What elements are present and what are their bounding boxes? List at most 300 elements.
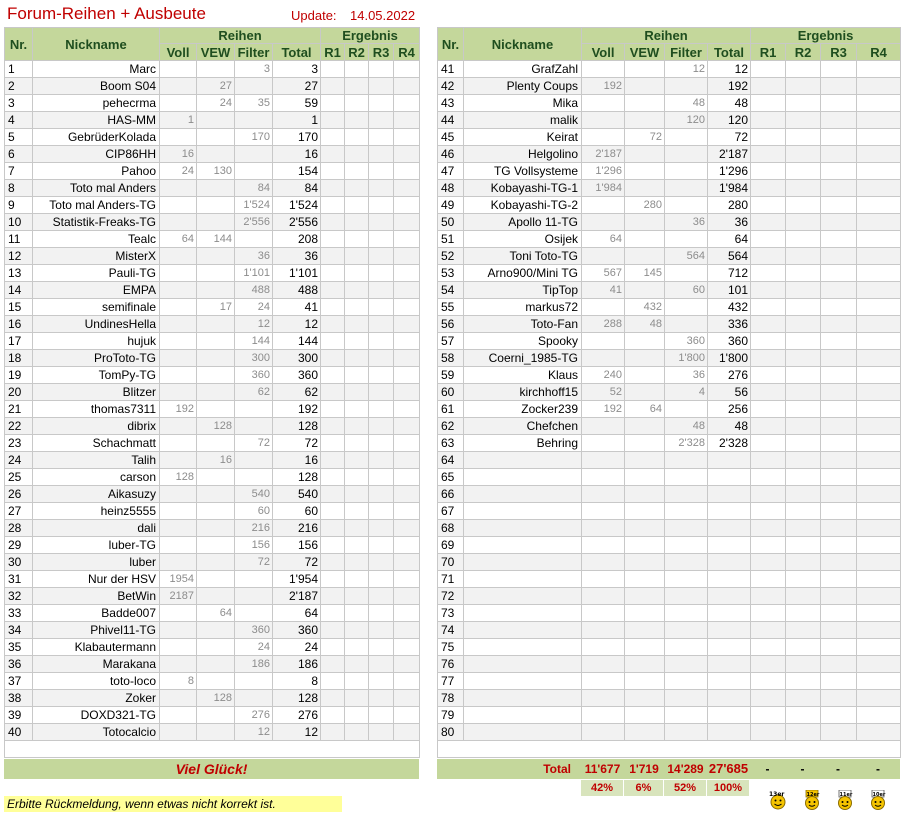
voll-cell	[582, 61, 625, 78]
filter-cell	[235, 112, 273, 129]
header-filter: Filter	[665, 44, 708, 61]
row-number: 52	[438, 248, 464, 265]
voll-cell	[160, 452, 197, 469]
filter-cell	[665, 299, 708, 316]
r1-cell	[751, 622, 786, 639]
total-cell	[708, 707, 751, 724]
vew-cell	[625, 571, 665, 588]
r2-cell	[786, 418, 821, 435]
nickname-cell: Tealc	[33, 231, 160, 248]
vew-cell	[625, 163, 665, 180]
voll-cell	[582, 350, 625, 367]
filter-cell	[235, 690, 273, 707]
r1-cell	[321, 622, 345, 639]
total-cell: 488	[273, 282, 321, 299]
voll-cell	[582, 197, 625, 214]
r1-cell	[321, 452, 345, 469]
nickname-cell	[464, 673, 582, 690]
filter-cell	[665, 605, 708, 622]
r1-cell	[321, 248, 345, 265]
vew-cell	[625, 520, 665, 537]
r3-cell	[821, 605, 857, 622]
table-row	[438, 571, 901, 588]
r1-cell	[751, 588, 786, 605]
row-number: 12	[5, 248, 33, 265]
vew-cell: 27	[197, 78, 235, 95]
r4-cell	[394, 95, 420, 112]
r1-cell	[321, 282, 345, 299]
table-row	[5, 265, 420, 282]
r2-cell	[786, 333, 821, 350]
r3-cell	[369, 282, 394, 299]
r4-cell	[857, 384, 901, 401]
r4-cell	[857, 401, 901, 418]
r4-cell	[394, 554, 420, 571]
r1-cell	[321, 180, 345, 197]
r1-cell	[751, 61, 786, 78]
vew-cell: 280	[625, 197, 665, 214]
r1-cell	[321, 146, 345, 163]
r2-cell	[345, 418, 369, 435]
voll-cell	[160, 503, 197, 520]
r3-cell	[821, 350, 857, 367]
vew-cell	[625, 554, 665, 571]
vew-cell	[197, 367, 235, 384]
filter-cell: 72	[235, 435, 273, 452]
row-number: 26	[5, 486, 33, 503]
r2-cell	[345, 469, 369, 486]
voll-cell	[160, 656, 197, 673]
voll-cell	[160, 197, 197, 214]
vew-cell	[197, 146, 235, 163]
r4-cell	[394, 333, 420, 350]
r2-cell	[345, 554, 369, 571]
total-cell: 16	[273, 452, 321, 469]
filter-cell: 540	[235, 486, 273, 503]
filter-cell: 84	[235, 180, 273, 197]
r1-cell	[751, 486, 786, 503]
voll-cell	[160, 214, 197, 231]
r2-cell	[345, 605, 369, 622]
row-number: 70	[438, 554, 464, 571]
vew-cell	[625, 486, 665, 503]
table-row	[438, 622, 901, 639]
total-cell: 192	[708, 78, 751, 95]
voll-cell	[160, 333, 197, 350]
table-row	[438, 129, 901, 146]
vew-cell	[197, 639, 235, 656]
row-number: 35	[5, 639, 33, 656]
row-number: 8	[5, 180, 33, 197]
r3-cell	[369, 61, 394, 78]
r2-cell	[345, 231, 369, 248]
vew-cell	[625, 673, 665, 690]
r2-cell	[786, 180, 821, 197]
voll-cell: 24	[160, 163, 197, 180]
vew-cell	[197, 316, 235, 333]
row-number: 4	[5, 112, 33, 129]
vew-cell	[625, 724, 665, 741]
r1-cell	[751, 95, 786, 112]
r3-cell	[821, 520, 857, 537]
vew-cell	[625, 469, 665, 486]
header-total: Total	[708, 44, 751, 61]
filter-cell: 144	[235, 333, 273, 350]
r1-cell	[321, 316, 345, 333]
filter-cell	[665, 622, 708, 639]
filter-cell: 35	[235, 95, 273, 112]
row-number: 76	[438, 656, 464, 673]
voll-cell	[160, 180, 197, 197]
r4-cell	[394, 673, 420, 690]
r3-cell	[369, 95, 394, 112]
r4-cell	[394, 248, 420, 265]
r4-cell	[394, 180, 420, 197]
filter-cell: 488	[235, 282, 273, 299]
filter-cell: 48	[665, 95, 708, 112]
voll-cell	[582, 707, 625, 724]
voll-cell	[582, 520, 625, 537]
row-number: 2	[5, 78, 33, 95]
filter-cell	[235, 231, 273, 248]
r3-cell	[369, 469, 394, 486]
header-reihen: Reihen	[582, 28, 751, 44]
voll-cell: 2'187	[582, 146, 625, 163]
row-number: 23	[5, 435, 33, 452]
feedback-note: Erbitte Rückmeldung, wenn etwas nicht korrekt ist.	[4, 796, 342, 812]
r3-cell	[821, 333, 857, 350]
r4-cell	[857, 537, 901, 554]
r2-cell	[345, 384, 369, 401]
nickname-cell	[464, 452, 582, 469]
total-cell: 154	[273, 163, 321, 180]
total-cell	[708, 605, 751, 622]
voll-cell	[582, 129, 625, 146]
total-cell: 156	[273, 537, 321, 554]
table-row	[5, 384, 420, 401]
nickname-cell: Klabautermann	[33, 639, 160, 656]
r1-cell	[751, 690, 786, 707]
filter-cell: 156	[235, 537, 273, 554]
table-row	[5, 299, 420, 316]
table-row	[5, 469, 420, 486]
r4-cell	[394, 622, 420, 639]
filter-cell: 36	[235, 248, 273, 265]
filter-cell	[665, 486, 708, 503]
r3-cell	[821, 163, 857, 180]
filter-cell	[235, 452, 273, 469]
10er-smiley-icon	[868, 790, 888, 810]
vew-cell	[197, 282, 235, 299]
table-row	[5, 112, 420, 129]
r1-cell	[321, 299, 345, 316]
table-row	[5, 248, 420, 265]
nickname-cell: dali	[33, 520, 160, 537]
nickname-cell: Zoker	[33, 690, 160, 707]
voll-cell	[582, 622, 625, 639]
table-row	[5, 452, 420, 469]
header-nr: Nr.	[5, 28, 33, 61]
total-cell: 1'101	[273, 265, 321, 282]
r2-cell	[345, 61, 369, 78]
filter-cell	[665, 265, 708, 282]
r2-cell	[786, 673, 821, 690]
r2-cell	[345, 350, 369, 367]
total-cell	[708, 673, 751, 690]
nickname-cell: Marakana	[33, 656, 160, 673]
vew-cell	[197, 656, 235, 673]
nickname-cell: Osijek	[464, 231, 582, 248]
r1-cell	[321, 367, 345, 384]
voll-cell	[160, 486, 197, 503]
r2-cell	[345, 724, 369, 741]
filter-cell	[235, 163, 273, 180]
vew-cell	[197, 707, 235, 724]
row-number: 32	[5, 588, 33, 605]
nickname-cell: Pahoo	[33, 163, 160, 180]
row-number: 59	[438, 367, 464, 384]
row-number: 79	[438, 707, 464, 724]
table-row	[5, 350, 420, 367]
r1-cell	[321, 724, 345, 741]
nickname-cell: Phivel11-TG	[33, 622, 160, 639]
voll-cell: 1954	[160, 571, 197, 588]
filter-cell	[665, 537, 708, 554]
r3-cell	[821, 367, 857, 384]
total-cell: 60	[273, 503, 321, 520]
voll-cell	[582, 95, 625, 112]
vew-cell	[625, 282, 665, 299]
r3-cell	[369, 571, 394, 588]
row-number: 65	[438, 469, 464, 486]
r1-cell	[321, 605, 345, 622]
row-number: 34	[5, 622, 33, 639]
table-row	[5, 214, 420, 231]
vew-cell	[197, 622, 235, 639]
header-r4: R4	[394, 44, 420, 61]
filter-cell	[665, 554, 708, 571]
vew-cell	[625, 112, 665, 129]
vew-cell: 64	[625, 401, 665, 418]
filter-cell	[665, 588, 708, 605]
vew-cell	[625, 503, 665, 520]
total-cell: 64	[273, 605, 321, 622]
nickname-cell: Boom S04	[33, 78, 160, 95]
r4-cell	[394, 78, 420, 95]
vew-cell	[625, 605, 665, 622]
filter-cell: 1'800	[665, 350, 708, 367]
vew-cell	[625, 95, 665, 112]
r4-cell	[394, 503, 420, 520]
voll-cell	[160, 554, 197, 571]
filter-cell	[235, 605, 273, 622]
r2-cell	[786, 588, 821, 605]
row-number: 11	[5, 231, 33, 248]
r3-cell	[369, 588, 394, 605]
filter-cell: 4	[665, 384, 708, 401]
r4-cell	[857, 265, 901, 282]
nickname-cell: Schachmatt	[33, 435, 160, 452]
table-row	[438, 486, 901, 503]
total-cell: 300	[273, 350, 321, 367]
r2-cell	[786, 469, 821, 486]
r3-cell	[821, 214, 857, 231]
r3-cell	[369, 384, 394, 401]
r1-cell	[751, 197, 786, 214]
filter-cell	[665, 146, 708, 163]
r3-cell	[821, 231, 857, 248]
nickname-cell: EMPA	[33, 282, 160, 299]
r3-cell	[821, 197, 857, 214]
row-number: 54	[438, 282, 464, 299]
r3-cell	[369, 367, 394, 384]
r2-cell	[345, 112, 369, 129]
r1-cell	[751, 554, 786, 571]
table-row	[5, 163, 420, 180]
r3-cell	[821, 180, 857, 197]
filter-cell: 72	[235, 554, 273, 571]
nickname-cell: toto-loco	[33, 673, 160, 690]
nickname-cell: Toni Toto-TG	[464, 248, 582, 265]
empty-cell	[438, 741, 901, 758]
table-row	[438, 282, 901, 299]
nickname-cell: TG Vollsysteme	[464, 163, 582, 180]
voll-cell: 1'296	[582, 163, 625, 180]
table-row	[438, 690, 901, 707]
row-number: 20	[5, 384, 33, 401]
r2-cell	[786, 231, 821, 248]
nickname-cell: Pauli-TG	[33, 265, 160, 282]
row-number: 66	[438, 486, 464, 503]
total-cell: 16	[273, 146, 321, 163]
nickname-cell: Kobayashi-TG-2	[464, 197, 582, 214]
r3-cell	[821, 537, 857, 554]
nickname-cell	[464, 605, 582, 622]
table-row	[438, 197, 901, 214]
r1-cell	[751, 299, 786, 316]
total-percent: 100%	[707, 780, 749, 796]
table-row	[438, 78, 901, 95]
11er-label: 11er	[839, 792, 853, 798]
vew-cell: 432	[625, 299, 665, 316]
vew-cell: 145	[625, 265, 665, 282]
voll-cell: 16	[160, 146, 197, 163]
total-cell	[708, 656, 751, 673]
nickname-cell: Mika	[464, 95, 582, 112]
r1-cell	[751, 571, 786, 588]
nickname-cell: Coerni_1985-TG	[464, 350, 582, 367]
r3-cell	[369, 486, 394, 503]
total-cell: 280	[708, 197, 751, 214]
r4-cell	[394, 61, 420, 78]
nickname-cell: Behring	[464, 435, 582, 452]
vew-cell	[197, 537, 235, 554]
voll-cell	[582, 571, 625, 588]
filter-cell: 48	[665, 418, 708, 435]
table-row	[438, 384, 901, 401]
nickname-cell: thomas7311	[33, 401, 160, 418]
filter-cell: 24	[235, 299, 273, 316]
row-number: 30	[5, 554, 33, 571]
update-label: Update:	[291, 8, 337, 23]
total-cell: 12	[273, 316, 321, 333]
r2-cell	[345, 622, 369, 639]
r2-cell	[345, 656, 369, 673]
filter-cell	[665, 724, 708, 741]
table-row	[5, 333, 420, 350]
total-cell	[708, 486, 751, 503]
r2-cell	[345, 435, 369, 452]
r3-cell	[369, 690, 394, 707]
filter-cell: 564	[665, 248, 708, 265]
r1-cell	[751, 724, 786, 741]
r4-cell	[394, 384, 420, 401]
total-cell	[708, 469, 751, 486]
r2-cell	[786, 112, 821, 129]
voll-cell	[582, 537, 625, 554]
vew-cell	[197, 469, 235, 486]
total-cell: 360	[273, 622, 321, 639]
row-number: 18	[5, 350, 33, 367]
r4-cell	[394, 214, 420, 231]
total-cell	[708, 554, 751, 571]
r1-cell	[751, 316, 786, 333]
r1-cell	[321, 384, 345, 401]
filter-cell	[235, 571, 273, 588]
row-number: 3	[5, 95, 33, 112]
footer-left	[4, 759, 419, 779]
r1-cell	[751, 537, 786, 554]
nickname-cell: BetWin	[33, 588, 160, 605]
voll-cell	[582, 690, 625, 707]
r3-cell	[821, 112, 857, 129]
voll-cell	[160, 299, 197, 316]
r2-cell	[345, 588, 369, 605]
table-row	[438, 265, 901, 282]
nickname-cell: Nur der HSV	[33, 571, 160, 588]
voll-cell: 8	[160, 673, 197, 690]
table-row	[438, 146, 901, 163]
header-voll: Voll	[160, 44, 197, 61]
r4-cell	[857, 78, 901, 95]
header-r1: R1	[321, 44, 345, 61]
r1-cell	[321, 656, 345, 673]
r3-cell	[369, 452, 394, 469]
r4-cell	[857, 350, 901, 367]
row-number: 50	[438, 214, 464, 231]
row-number: 68	[438, 520, 464, 537]
r1-cell	[321, 588, 345, 605]
vew-cell	[625, 350, 665, 367]
filter-cell	[665, 197, 708, 214]
r3-cell	[821, 282, 857, 299]
filter-cell: 300	[235, 350, 273, 367]
total-cell: 36	[708, 214, 751, 231]
vew-cell	[625, 231, 665, 248]
voll-total: 11'677	[584, 762, 621, 776]
r2-cell	[786, 350, 821, 367]
voll-cell: 52	[582, 384, 625, 401]
table-row	[438, 673, 901, 690]
r3-cell	[821, 486, 857, 503]
r3-cell	[821, 452, 857, 469]
13er-label: 13er	[769, 791, 785, 798]
total-cell: 1'984	[708, 180, 751, 197]
row-number: 43	[438, 95, 464, 112]
row-number: 40	[5, 724, 33, 741]
r3-cell	[821, 707, 857, 724]
r2-cell	[345, 129, 369, 146]
